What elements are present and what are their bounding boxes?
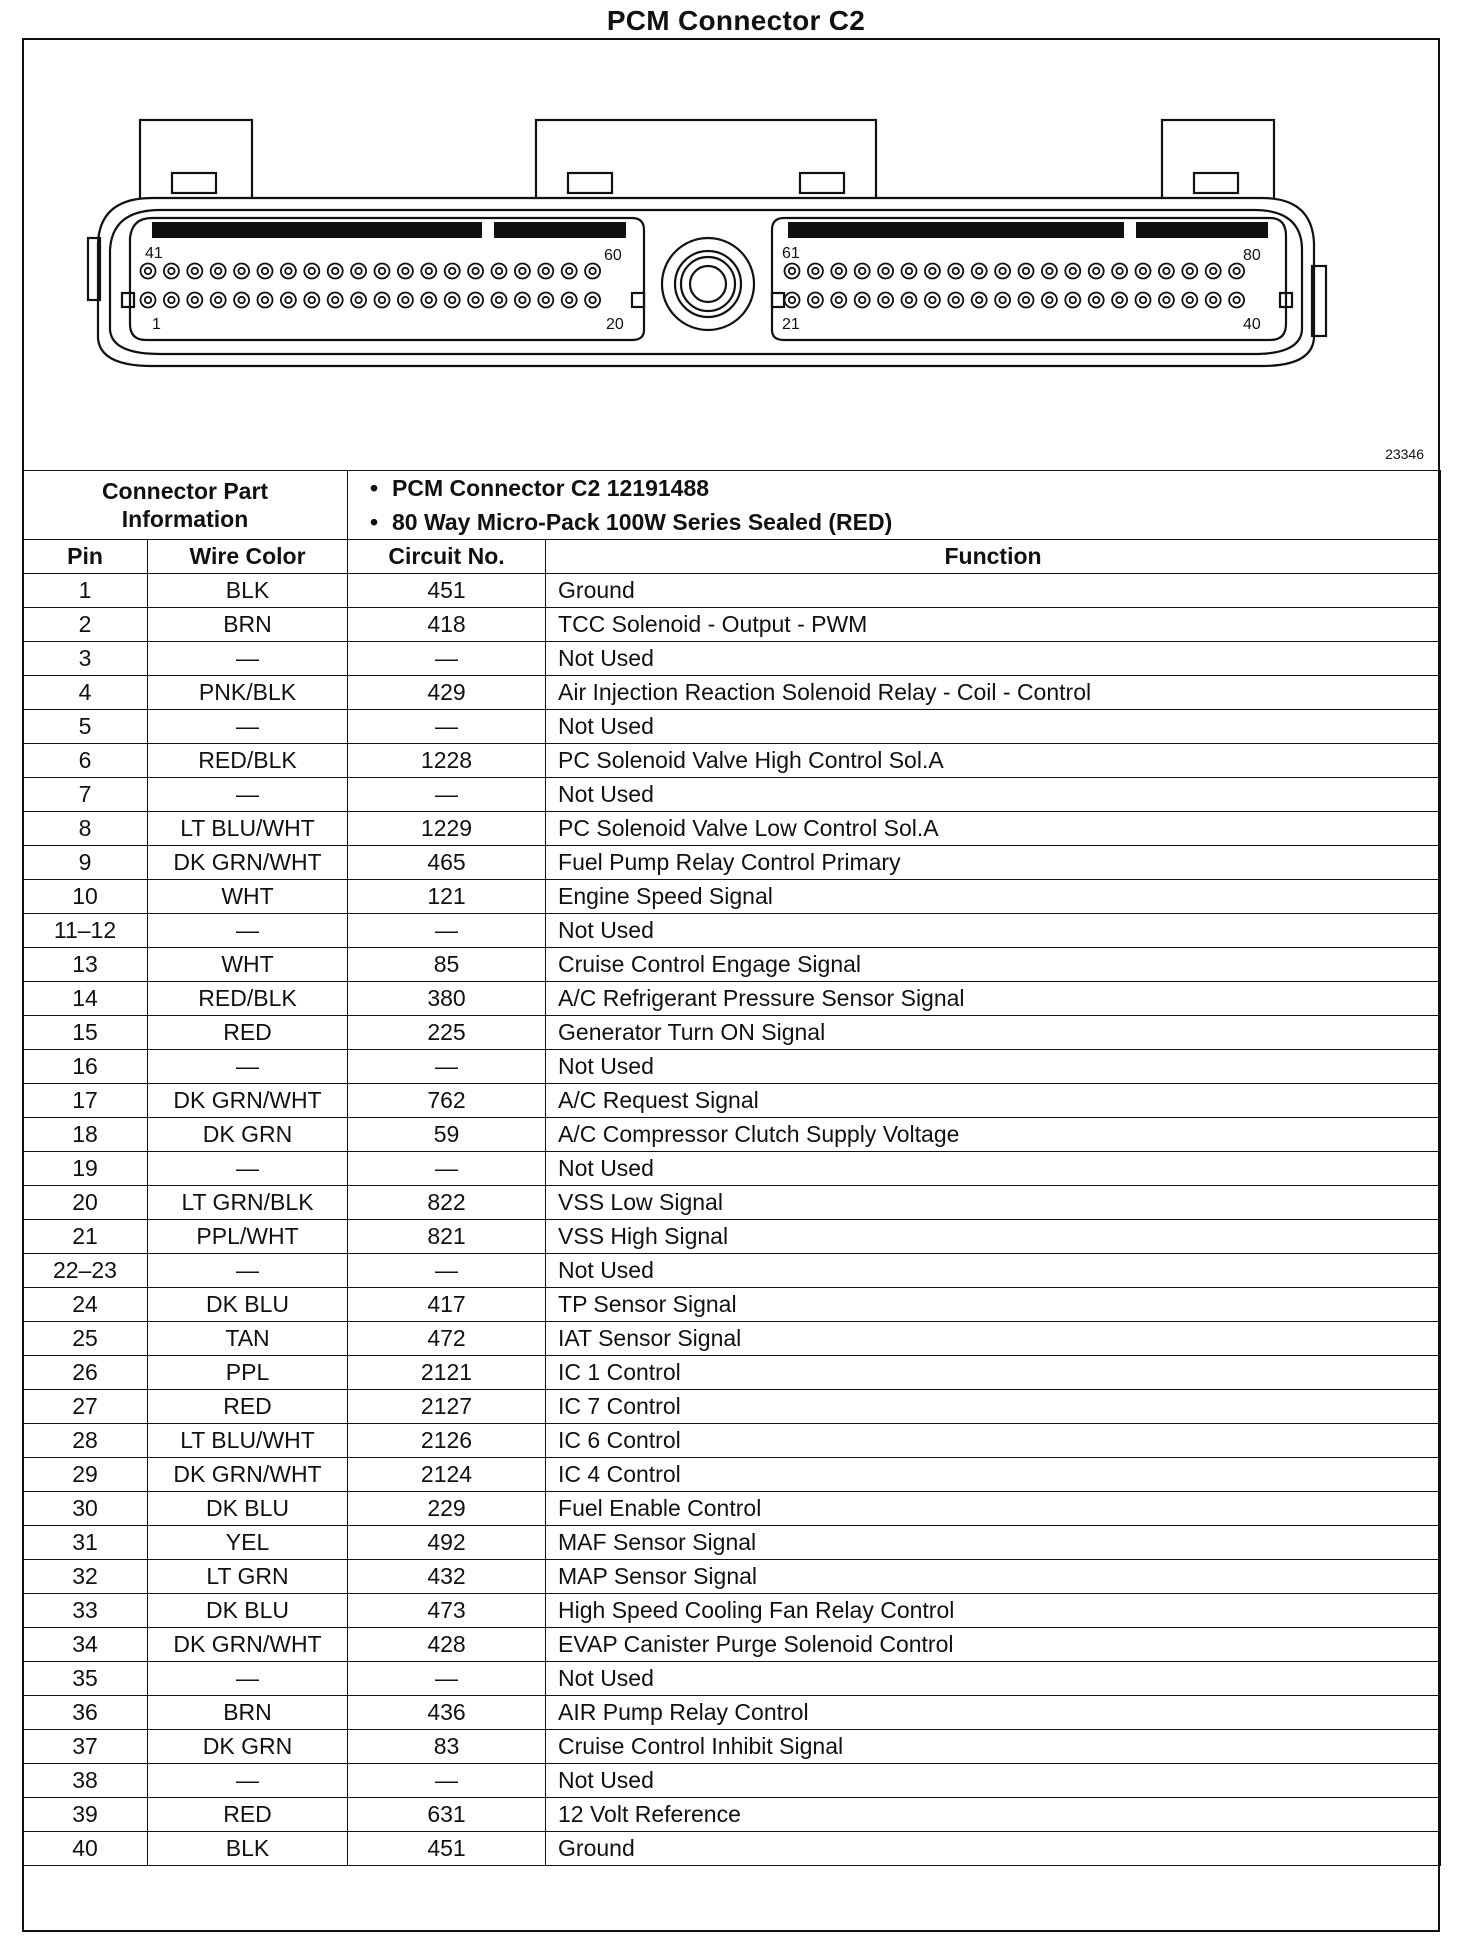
circuit-cell: —	[348, 1152, 546, 1186]
table-row	[23, 1390, 1441, 1424]
function-cell: PC Solenoid Valve Low Control Sol.A	[546, 812, 1441, 846]
function-cell: IAT Sensor Signal	[546, 1322, 1441, 1356]
pin-label-21: 21	[782, 316, 800, 333]
wire-color-cell: DK GRN	[148, 1730, 348, 1764]
circuit-cell: 83	[348, 1730, 546, 1764]
table-row	[23, 778, 1441, 812]
column-header-wire-color: Wire Color	[148, 540, 348, 574]
pinout-table	[22, 470, 1441, 1866]
function-cell: Not Used	[546, 1152, 1441, 1186]
table-row	[23, 1628, 1441, 1662]
wire-color-cell: —	[148, 914, 348, 948]
circuit-cell: 85	[348, 948, 546, 982]
pin-cell: 31	[23, 1526, 148, 1560]
circuit-cell: 380	[348, 982, 546, 1016]
wire-color-cell: DK BLU	[148, 1594, 348, 1628]
circuit-cell: —	[348, 1050, 546, 1084]
wire-color-cell: LT GRN	[148, 1560, 348, 1594]
wire-color-cell: —	[148, 1254, 348, 1288]
function-cell: PC Solenoid Valve High Control Sol.A	[546, 744, 1441, 778]
pin-cell: 5	[23, 710, 148, 744]
circuit-cell: 822	[348, 1186, 546, 1220]
circuit-cell: 821	[348, 1220, 546, 1254]
pin-cell: 16	[23, 1050, 148, 1084]
pin-cell: 32	[23, 1560, 148, 1594]
table-row	[23, 676, 1441, 710]
right-seal-bar-2	[1136, 222, 1268, 238]
pin-cell: 4	[23, 676, 148, 710]
center-lock-window-left	[568, 173, 612, 193]
wire-color-cell: DK GRN/WHT	[148, 1458, 348, 1492]
circuit-cell: —	[348, 1254, 546, 1288]
table-row	[23, 1492, 1441, 1526]
table-row	[23, 608, 1441, 642]
pin-label-40: 40	[1243, 316, 1261, 333]
circuit-cell: 432	[348, 1560, 546, 1594]
circuit-cell: —	[348, 778, 546, 812]
function-cell: TCC Solenoid - Output - PWM	[546, 608, 1441, 642]
pin-cell: 21	[23, 1220, 148, 1254]
connector-info-item: • 80 Way Micro-Pack 100W Series Sealed (RED)	[392, 505, 1440, 539]
pin-cell: 1	[23, 574, 148, 608]
table-row	[23, 880, 1441, 914]
pin-cell: 37	[23, 1730, 148, 1764]
pin-cell: 15	[23, 1016, 148, 1050]
table-row	[23, 1118, 1441, 1152]
pin-cell: 9	[23, 846, 148, 880]
wire-color-cell: RED	[148, 1390, 348, 1424]
wire-color-cell: BRN	[148, 1696, 348, 1730]
left-seal-bar-2	[494, 222, 626, 238]
wire-color-cell: PNK/BLK	[148, 676, 348, 710]
wire-color-cell: RED/BLK	[148, 982, 348, 1016]
pin-cell: 33	[23, 1594, 148, 1628]
wire-color-cell: —	[148, 1764, 348, 1798]
table-row	[23, 1696, 1441, 1730]
function-cell: Not Used	[546, 914, 1441, 948]
center-lock-window-right	[800, 173, 844, 193]
function-cell: Cruise Control Engage Signal	[546, 948, 1441, 982]
table-row	[23, 1322, 1441, 1356]
circuit-cell: 417	[348, 1288, 546, 1322]
pin-cell: 39	[23, 1798, 148, 1832]
table-row	[23, 574, 1441, 608]
wire-color-cell: —	[148, 778, 348, 812]
circuit-cell: —	[348, 914, 546, 948]
table-row	[23, 1050, 1441, 1084]
function-cell: A/C Request Signal	[546, 1084, 1441, 1118]
function-cell: TP Sensor Signal	[546, 1288, 1441, 1322]
table-row	[23, 744, 1441, 778]
wire-color-cell: DK BLU	[148, 1492, 348, 1526]
table-row	[23, 846, 1441, 880]
function-cell: Fuel Pump Relay Control Primary	[546, 846, 1441, 880]
function-cell: Not Used	[546, 1254, 1441, 1288]
table-row	[23, 1594, 1441, 1628]
table-row	[23, 948, 1441, 982]
wire-color-cell: RED	[148, 1798, 348, 1832]
function-cell: MAP Sensor Signal	[546, 1560, 1441, 1594]
pin-cell: 25	[23, 1322, 148, 1356]
pin-label-61: 61	[782, 245, 800, 262]
function-cell: MAF Sensor Signal	[546, 1526, 1441, 1560]
pin-cell: 34	[23, 1628, 148, 1662]
right-seal-bar-1	[788, 222, 1124, 238]
pin-cell: 40	[23, 1832, 148, 1866]
left-seal-bar-1	[152, 222, 482, 238]
wire-color-cell: YEL	[148, 1526, 348, 1560]
wire-color-cell: —	[148, 1050, 348, 1084]
table-row	[23, 1764, 1441, 1798]
table-row	[23, 1016, 1441, 1050]
wire-color-cell: LT GRN/BLK	[148, 1186, 348, 1220]
wire-color-cell: —	[148, 642, 348, 676]
wire-color-cell: TAN	[148, 1322, 348, 1356]
function-cell: Cruise Control Inhibit Signal	[546, 1730, 1441, 1764]
table-row	[23, 1356, 1441, 1390]
table-row	[23, 1832, 1441, 1866]
pin-label-1: 1	[152, 316, 161, 333]
pin-cell: 35	[23, 1662, 148, 1696]
circuit-cell: 121	[348, 880, 546, 914]
table-row	[23, 1186, 1441, 1220]
table-row	[23, 1152, 1441, 1186]
function-cell: EVAP Canister Purge Solenoid Control	[546, 1628, 1441, 1662]
wire-color-cell: —	[148, 1662, 348, 1696]
table-row	[23, 812, 1441, 846]
pin-cell: 11–12	[23, 914, 148, 948]
pin-cell: 22–23	[23, 1254, 148, 1288]
pin-label-20: 20	[606, 316, 624, 333]
circuit-cell: 473	[348, 1594, 546, 1628]
wire-color-cell: —	[148, 1152, 348, 1186]
wire-color-cell: DK GRN	[148, 1118, 348, 1152]
connector-info-label-line2: Information	[121, 506, 249, 532]
function-cell: Not Used	[546, 710, 1441, 744]
function-cell: Not Used	[546, 778, 1441, 812]
column-header-pin: Pin	[23, 540, 148, 574]
pin-cell: 18	[23, 1118, 148, 1152]
pin-cell: 13	[23, 948, 148, 982]
circuit-cell: 762	[348, 1084, 546, 1118]
pin-cell: 26	[23, 1356, 148, 1390]
pin-cell: 6	[23, 744, 148, 778]
table-row	[23, 710, 1441, 744]
circuit-cell: 429	[348, 676, 546, 710]
wire-color-cell: LT BLU/WHT	[148, 1424, 348, 1458]
pin-cell: 3	[23, 642, 148, 676]
circuit-cell: —	[348, 710, 546, 744]
page-title: PCM Connector C2	[606, 5, 866, 36]
function-cell: A/C Refrigerant Pressure Sensor Signal	[546, 982, 1441, 1016]
wire-color-cell: BLK	[148, 1832, 348, 1866]
pin-cell: 29	[23, 1458, 148, 1492]
wire-color-cell: PPL	[148, 1356, 348, 1390]
table-row	[23, 1730, 1441, 1764]
table-row	[23, 1458, 1441, 1492]
pin-cell: 8	[23, 812, 148, 846]
function-cell: High Speed Cooling Fan Relay Control	[546, 1594, 1441, 1628]
function-cell: Not Used	[546, 1764, 1441, 1798]
circuit-cell: 59	[348, 1118, 546, 1152]
wire-color-cell: BLK	[148, 574, 348, 608]
function-cell: A/C Compressor Clutch Supply Voltage	[546, 1118, 1441, 1152]
left-lock-tab	[140, 120, 252, 210]
function-cell: Fuel Enable Control	[546, 1492, 1441, 1526]
table-row	[23, 1084, 1441, 1118]
pin-label-41: 41	[145, 245, 163, 262]
function-cell: VSS High Signal	[546, 1220, 1441, 1254]
table-row	[23, 982, 1441, 1016]
wire-color-cell: WHT	[148, 948, 348, 982]
table-row	[23, 914, 1441, 948]
circuit-cell: 472	[348, 1322, 546, 1356]
figure-id: 23346	[1385, 446, 1424, 462]
circuit-cell: 1229	[348, 812, 546, 846]
pin-cell: 19	[23, 1152, 148, 1186]
wire-color-cell: PPL/WHT	[148, 1220, 348, 1254]
circuit-cell: 418	[348, 608, 546, 642]
circuit-cell: 465	[348, 846, 546, 880]
pin-cell: 28	[23, 1424, 148, 1458]
wire-color-cell: —	[148, 710, 348, 744]
function-cell: IC 1 Control	[546, 1356, 1441, 1390]
wire-color-cell: RED	[148, 1016, 348, 1050]
circuit-cell: 2127	[348, 1390, 546, 1424]
connector-info-label-line1: Connector Part	[101, 478, 269, 504]
table-row	[23, 642, 1441, 676]
wire-color-cell: DK GRN/WHT	[148, 1084, 348, 1118]
table-row	[23, 1662, 1441, 1696]
circuit-cell: —	[348, 1662, 546, 1696]
connector-info-item: • PCM Connector C2 12191488	[392, 471, 1440, 505]
column-header-row	[23, 540, 1441, 574]
function-cell: VSS Low Signal	[546, 1186, 1441, 1220]
connector-drawing	[22, 38, 1440, 470]
connector-info-row	[23, 471, 1441, 540]
table-row	[23, 1424, 1441, 1458]
circuit-cell: 1228	[348, 744, 546, 778]
pin-cell: 27	[23, 1390, 148, 1424]
table-row	[23, 1288, 1441, 1322]
circuit-cell: —	[348, 642, 546, 676]
circuit-cell: 451	[348, 574, 546, 608]
pin-cell: 24	[23, 1288, 148, 1322]
function-cell: AIR Pump Relay Control	[546, 1696, 1441, 1730]
circuit-cell: 2126	[348, 1424, 546, 1458]
circuit-cell: —	[348, 1764, 546, 1798]
function-cell: Not Used	[546, 1662, 1441, 1696]
wire-color-cell: DK BLU	[148, 1288, 348, 1322]
circuit-cell: 229	[348, 1492, 546, 1526]
table-row	[23, 1254, 1441, 1288]
wire-color-cell: WHT	[148, 880, 348, 914]
function-cell: Engine Speed Signal	[546, 880, 1441, 914]
right-lock-window	[1194, 173, 1238, 193]
function-cell: Ground	[546, 574, 1441, 608]
pin-label-80: 80	[1243, 247, 1261, 264]
column-header-function: Function	[546, 540, 1441, 574]
function-cell: Not Used	[546, 1050, 1441, 1084]
table-row	[23, 1220, 1441, 1254]
circuit-cell: 631	[348, 1798, 546, 1832]
table-row	[23, 1798, 1441, 1832]
connector-info-label	[23, 471, 348, 540]
pin-cell: 30	[23, 1492, 148, 1526]
function-cell: IC 4 Control	[546, 1458, 1441, 1492]
connector-diagram	[22, 38, 1440, 470]
circuit-cell: 2124	[348, 1458, 546, 1492]
left-lock-window	[172, 173, 216, 193]
circuit-cell: 451	[348, 1832, 546, 1866]
pin-label-60: 60	[604, 247, 622, 264]
table-row	[23, 1526, 1441, 1560]
wire-color-cell: RED/BLK	[148, 744, 348, 778]
column-header-circuit: Circuit No.	[348, 540, 546, 574]
circuit-cell: 225	[348, 1016, 546, 1050]
connector-info-list	[348, 471, 1441, 540]
pin-cell: 20	[23, 1186, 148, 1220]
circuit-cell: 492	[348, 1526, 546, 1560]
pin-cell: 36	[23, 1696, 148, 1730]
circuit-cell: 2121	[348, 1356, 546, 1390]
wire-color-cell: DK GRN/WHT	[148, 846, 348, 880]
function-cell: Ground	[546, 1832, 1441, 1866]
pin-cell: 14	[23, 982, 148, 1016]
pin-cell: 17	[23, 1084, 148, 1118]
function-cell: Air Injection Reaction Solenoid Relay - Coil - Control	[546, 676, 1441, 710]
right-lock-tab	[1162, 120, 1274, 210]
function-cell: IC 7 Control	[546, 1390, 1441, 1424]
circuit-cell: 436	[348, 1696, 546, 1730]
function-cell: Not Used	[546, 642, 1441, 676]
function-cell: Generator Turn ON Signal	[546, 1016, 1441, 1050]
function-cell: 12 Volt Reference	[546, 1798, 1441, 1832]
pin-cell: 38	[23, 1764, 148, 1798]
wire-color-cell: LT BLU/WHT	[148, 812, 348, 846]
pin-cell: 2	[23, 608, 148, 642]
table-row	[23, 1560, 1441, 1594]
wire-color-cell: DK GRN/WHT	[148, 1628, 348, 1662]
circuit-cell: 428	[348, 1628, 546, 1662]
center-lock-tab	[536, 120, 876, 210]
wire-color-cell: BRN	[148, 608, 348, 642]
pin-cell: 10	[23, 880, 148, 914]
function-cell: IC 6 Control	[546, 1424, 1441, 1458]
pin-cell: 7	[23, 778, 148, 812]
